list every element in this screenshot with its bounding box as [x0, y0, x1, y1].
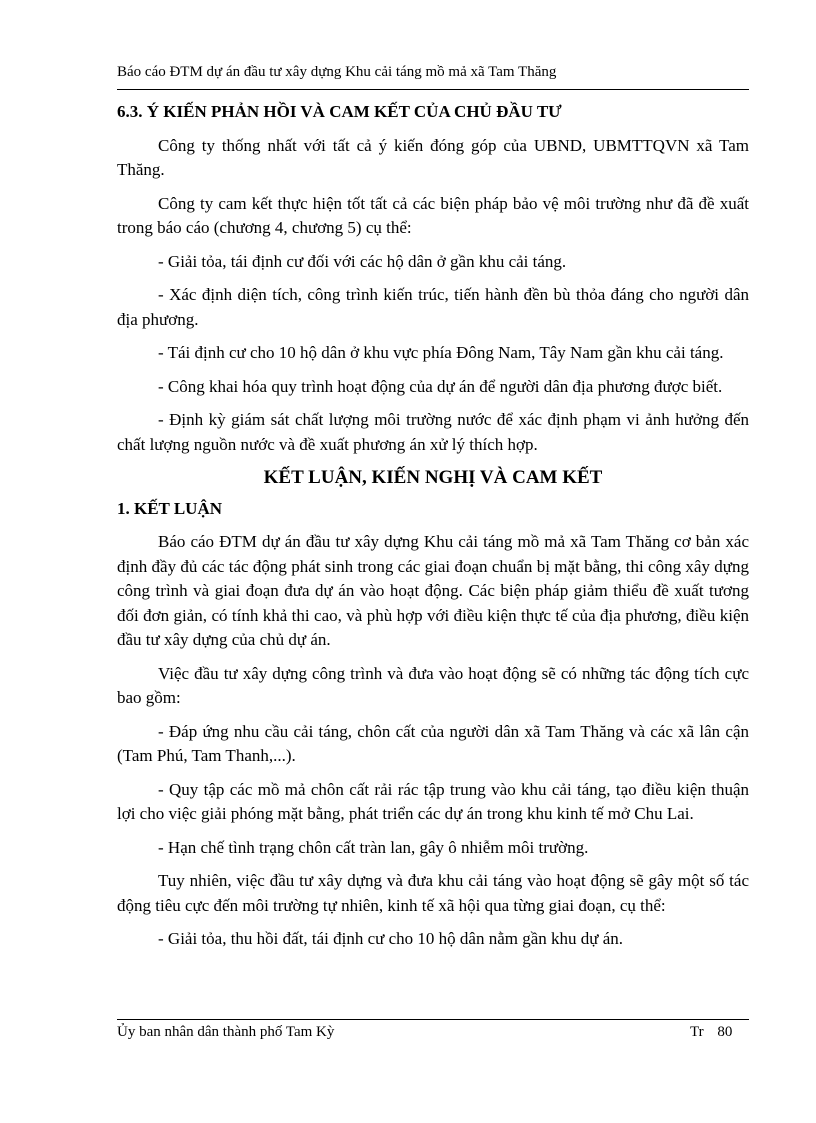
list-item: - Công khai hóa quy trình hoạt động của dự án để người dân địa phương được biết. — [158, 376, 723, 396]
footer-organization: Ủy ban nhân dân thành phố Tam Kỳ — [117, 1024, 335, 1040]
chapter-title: KẾT LUẬN, KIẾN NGHỊ VÀ CAM KẾT — [263, 467, 603, 488]
page-body — [117, 100, 749, 961]
paragraph: Công ty cam kết thực hiện tốt tất cả các biện pháp bảo vệ môi trường như đã đề xuất trong báo cáo (chương 4, chương 5) cụ thể: — [117, 193, 749, 237]
list-item: - Tái định cư cho 10 hộ dân ở khu vực phía Đông Nam, Tây Nam gần khu cải táng. — [158, 343, 724, 362]
list-item: - Giải tỏa, tái định cư đối với các hộ dân ở gần khu cải táng. — [158, 251, 567, 271]
list-item: - Đáp ứng nhu cầu cải táng, chôn cất của người dân xã Tam Thăng và các xã lân cận (Tam Phú, Tam Thanh,...). — [117, 721, 749, 765]
section-heading-6-3: 6.3. Ý KIẾN PHẢN HỒI VÀ CAM KẾT CỦA CHỦ ĐẦU TƯ — [117, 102, 562, 121]
paragraph: Việc đầu tư xây dựng công trình và đưa vào hoạt động sẽ có những tác động tích cực bao gồm: — [117, 663, 749, 707]
header-divider — [117, 89, 749, 90]
list-item: - Quy tập các mồ mả chôn cất rải rác tập trung vào khu cải táng, tạo điều kiện thuận lợi cho việc giải phóng mặt bằng, phát triển các dự án trong khu kinh tế mở Chu Lai. — [117, 779, 749, 823]
page-number-value: 80 — [717, 1024, 733, 1040]
page-number — [690, 1024, 732, 1041]
list-item: - Định kỳ giám sát chất lượng môi trường nước để xác định phạm vi ảnh hưởng đến chất lượng nguồn nước và đề xuất phương án xử lý thích hợp. — [117, 410, 749, 454]
paragraph: Tuy nhiên, việc đầu tư xây dựng và đưa khu cải táng vào hoạt động sẽ gây một số tác động tiêu cực đến môi trường tự nhiên, kinh tế xã hội qua từng giai đoạn, cụ thể: — [117, 871, 749, 915]
section-heading-1: 1. KẾT LUẬN — [117, 498, 223, 518]
list-item: - Xác định diện tích, công trình kiến trúc, tiến hành đền bù thỏa đáng cho người dân địa phương. — [117, 285, 749, 329]
running-header: Báo cáo ĐTM dự án đầu tư xây dựng Khu cải táng mồ mả xã Tam Thăng — [117, 64, 557, 80]
list-item: - Hạn chế tình trạng chôn cất tràn lan, gây ô nhiễm môi trường. — [158, 837, 589, 857]
list-item: - Giải tỏa, thu hồi đất, tái định cư cho 10 hộ dân nằm gần khu dự án. — [158, 929, 624, 948]
footer-divider — [117, 1019, 749, 1020]
paragraph: Công ty thống nhất với tất cả ý kiến đóng góp của UBND, UBMTTQVN xã Tam Thăng. — [117, 135, 749, 179]
page-label: Tr — [690, 1024, 704, 1040]
paragraph: Báo cáo ĐTM dự án đầu tư xây dựng Khu cải táng mồ mả xã Tam Thăng cơ bản xác định đầy đủ các tác động phát sinh trong các giai đoạn chuẩn bị mặt bằng, thi công xây dựng công trình và giai đoạn đưa dự án vào hoạt động. Các biện pháp giảm thiểu đề xuất tương đối đơn giản, có tính khả thi cao, và phù hợp với điều kiện thực tế của địa phương, điều kiện đầu tư xây dựng của chủ dự án. — [117, 532, 749, 649]
